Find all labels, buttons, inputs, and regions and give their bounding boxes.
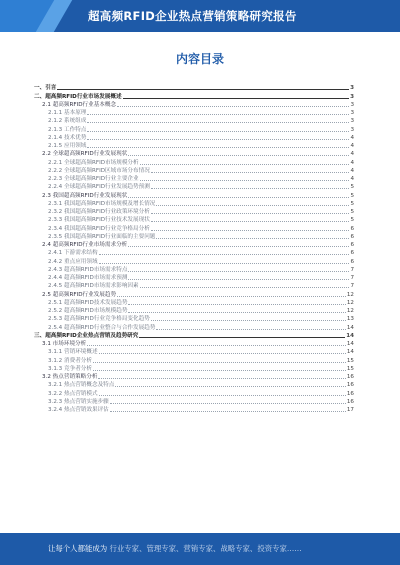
toc-entry[interactable] — [34, 249, 354, 257]
toc-entry-title: 2.3.2 我国超高频RFID行业政策环境分析 — [48, 209, 150, 215]
toc-entry-title: 一、引言 — [34, 85, 57, 92]
toc-entry-page: 13 — [346, 316, 354, 323]
toc-entry-title: 2.1 超高频RFID行业基本概念 — [42, 101, 117, 108]
toc-entry-leader — [151, 221, 350, 222]
toc-entry-leader — [128, 246, 349, 247]
toc-entry-title: 二、超高频RFID行业市场发展概述 — [34, 93, 122, 100]
table-of-contents — [34, 84, 354, 414]
toc-entry-leader — [151, 213, 350, 214]
toc-entry-page: 7 — [350, 275, 354, 281]
toc-entry[interactable] — [34, 241, 354, 249]
toc-entry-title: 3.1 市场环境分析 — [42, 341, 87, 347]
toc-entry[interactable] — [34, 307, 354, 315]
toc-entry-page: 7 — [350, 266, 354, 273]
toc-entry-title: 2.2 全球超高频RFID行业发展现状 — [42, 151, 128, 158]
toc-entry-page: 16 — [346, 390, 354, 397]
toc-entry[interactable] — [34, 117, 354, 125]
toc-entry-leader — [117, 296, 346, 297]
toc-entry-title: 2.3.5 我国超高频RFID行业面临的主要问题 — [48, 233, 156, 240]
toc-entry-leader — [139, 337, 345, 338]
toc-entry-page: 6 — [350, 258, 354, 265]
toc-entry-page: 15 — [346, 365, 354, 372]
toc-entry-title: 2.4.4 超高频RFID市场需求预测 — [48, 275, 128, 281]
toc-entry[interactable] — [34, 233, 354, 241]
toc-entry-title: 2.3.1 我国超高频RFID市场规模及增长情况 — [48, 200, 156, 207]
toc-entry-title: 2.4.1 下游需求结构 — [48, 250, 98, 257]
toc-entry-leader — [110, 403, 346, 404]
toc-entry[interactable] — [34, 158, 354, 166]
toc-entry-leader — [87, 139, 349, 140]
toc-entry[interactable] — [34, 290, 354, 298]
toc-entry[interactable] — [34, 299, 354, 307]
toc-entry-page: 14 — [346, 349, 354, 356]
toc-entry-page: 4 — [350, 151, 354, 158]
toc-entry-page: 3 — [350, 110, 354, 116]
toc-entry-leader — [128, 304, 345, 305]
toc-entry-leader — [87, 131, 349, 132]
toc-entry-page: 6 — [350, 242, 354, 248]
toc-entry-leader — [110, 411, 346, 412]
toc-entry-title: 2.4.5 超高频RFID市场需求影响因素 — [48, 283, 139, 290]
toc-entry-leader — [156, 329, 345, 330]
toc-entry-page: 17 — [346, 407, 354, 413]
toc-entry-page: 6 — [350, 233, 354, 240]
toc-entry-title: 2.2.1 全球超高频RFID市场规模分析 — [48, 159, 139, 166]
toc-entry-leader — [115, 386, 346, 387]
toc-entry-leader — [151, 172, 350, 173]
toc-entry-page: 3 — [350, 93, 354, 100]
toc-entry-page: 12 — [346, 291, 354, 298]
toc-entry[interactable] — [34, 406, 354, 414]
toc-entry-leader — [128, 279, 349, 280]
report-header — [0, 0, 400, 32]
toc-entry-title: 2.3 我国超高频RFID行业发展现状 — [42, 192, 128, 199]
toc-entry[interactable] — [34, 183, 354, 191]
toc-entry-title: 3.1.2 消费者分析 — [48, 357, 92, 364]
toc-entry-page: 14 — [346, 324, 354, 331]
toc-entry-page: 5 — [350, 184, 354, 191]
toc-entry[interactable] — [34, 323, 354, 331]
toc-entry-leader — [128, 271, 349, 272]
toc-entry[interactable] — [34, 340, 354, 348]
toc-entry-title: 2.1.4 技术优势 — [48, 134, 87, 141]
toc-entry-leader — [57, 89, 349, 90]
toc-entry[interactable] — [34, 175, 354, 183]
toc-entry[interactable] — [34, 257, 354, 265]
toc-entry[interactable] — [34, 200, 354, 208]
toc-entry-leader — [99, 353, 346, 354]
toc-entry[interactable] — [34, 84, 354, 92]
toc-entry-page: 5 — [350, 217, 354, 224]
toc-entry-title: 2.5.3 超高频RFID行业竞争格局变化趋势 — [48, 316, 150, 323]
toc-entry[interactable] — [34, 356, 354, 364]
toc-entry-title: 2.5.2 超高频RFID市场规模趋势 — [48, 308, 128, 314]
toc-entry[interactable] — [34, 92, 354, 100]
toc-entry[interactable] — [34, 150, 354, 158]
toc-entry-title: 2.2.2 全球超高频RFID区域市场分布情况 — [48, 167, 150, 174]
report-title: 超高频RFID企业热点营销策略研究报告 — [88, 9, 297, 23]
toc-entry[interactable] — [34, 216, 354, 224]
toc-entry-page: 3 — [350, 101, 354, 108]
toc-entry-title: 2.4 超高频RFID行业市场需求分析 — [42, 242, 128, 248]
toc-entry[interactable] — [34, 208, 354, 216]
toc-entry-page: 15 — [346, 357, 354, 364]
toc-entry-title: 2.1.1 基本原理 — [48, 110, 87, 116]
toc-entry-leader — [87, 122, 349, 123]
toc-entry-title: 2.2.3 全球超高频RFID行业主要企业 — [48, 176, 139, 182]
toc-entry-page: 6 — [350, 225, 354, 232]
toc-entry[interactable] — [34, 332, 354, 340]
toc-entry-page: 4 — [350, 134, 354, 141]
toc-entry-leader — [156, 205, 349, 206]
toc-entry-leader — [87, 345, 346, 346]
toc-entry-page: 5 — [350, 192, 354, 199]
toc-entry[interactable] — [34, 142, 354, 150]
toc-entry[interactable] — [34, 398, 354, 406]
footer-slogan-sub: 行业专家、管理专家、营销专家、战略专家、投资专家…… — [109, 544, 302, 553]
toc-entry-title: 2.4.3 超高频RFID市场需求特点 — [48, 266, 128, 273]
toc-entry[interactable] — [34, 315, 354, 323]
toc-entry-title: 3.2.4 热点营销效果评估 — [48, 407, 109, 413]
toc-entry[interactable] — [34, 389, 354, 397]
toc-entry[interactable] — [34, 365, 354, 373]
toc-heading: 内容目录 — [175, 52, 224, 66]
toc-entry-title: 3.2.3 热点营销实施步骤 — [48, 398, 109, 405]
toc-entry-leader — [140, 164, 350, 165]
toc-entry-page: 4 — [350, 176, 354, 182]
footer-slogan — [48, 543, 388, 554]
toc-entry-leader — [87, 114, 349, 115]
toc-entry-page: 4 — [350, 167, 354, 174]
toc-entry[interactable] — [34, 381, 354, 389]
toc-entry-leader — [98, 378, 345, 379]
report-footer — [0, 533, 400, 565]
toc-entry-leader — [151, 230, 350, 231]
toc-entry-page: 5 — [350, 200, 354, 207]
toc-entry-leader — [87, 147, 349, 148]
toc-entry-leader — [156, 238, 349, 239]
toc-entry-title: 2.3.3 我国超高频RFID行业技术发展现状 — [48, 217, 150, 224]
toc-entry-title: 2.5.4 超高频RFID行业整合与合作发展趋势 — [48, 324, 156, 331]
toc-entry-page: 4 — [350, 159, 354, 166]
toc-entry[interactable] — [34, 274, 354, 282]
toc-entry-title: 3.1.1 营销环境概述 — [48, 349, 98, 356]
toc-entry-title: 2.3.4 我国超高频RFID行业竞争格局分析 — [48, 225, 150, 232]
toc-entry-title: 2.1.5 应用领域 — [48, 143, 87, 149]
toc-entry-title: 2.1.3 工作特点 — [48, 126, 87, 133]
toc-entry-page: 14 — [346, 341, 354, 347]
toc-entry-leader — [93, 362, 346, 363]
toc-entry-page: 4 — [350, 143, 354, 149]
toc-entry[interactable] — [34, 134, 354, 142]
toc-entry[interactable] — [34, 373, 354, 381]
toc-entry[interactable] — [34, 101, 354, 109]
toc-entry[interactable] — [34, 224, 354, 232]
toc-entry-page: 14 — [346, 332, 354, 339]
toc-entry-leader — [151, 188, 350, 189]
toc-entry-page: 6 — [350, 250, 354, 257]
toc-entry-leader — [128, 155, 349, 156]
toc-entry-page: 16 — [346, 382, 354, 389]
toc-entry-page: 16 — [346, 398, 354, 405]
toc-entry[interactable] — [34, 191, 354, 199]
toc-entry[interactable] — [34, 109, 354, 117]
toc-entry-leader — [117, 106, 349, 107]
toc-entry-title: 3.2.2 热点营销模式 — [48, 390, 98, 397]
toc-entry[interactable] — [34, 125, 354, 133]
toc-entry-leader — [99, 395, 346, 396]
toc-entry-title: 2.1.2 系统组成 — [48, 118, 87, 125]
toc-entry[interactable] — [34, 266, 354, 274]
toc-entry-title: 3.2.1 热点营销概念及特点 — [48, 382, 115, 389]
toc-entry-title: 2.5.1 超高频RFID技术发展趋势 — [48, 299, 128, 306]
toc-entry-page: 3 — [350, 126, 354, 133]
toc-entry-title: 三、超高频RFID企业热点营销及趋势研究 — [34, 332, 139, 339]
toc-entry-title: 2.2.4 全球超高频RFID行业发展趋势预测 — [48, 184, 150, 191]
toc-entry-leader — [140, 287, 350, 288]
toc-entry-page: 16 — [346, 374, 354, 380]
toc-entry-page: 12 — [346, 308, 354, 314]
toc-entry[interactable] — [34, 282, 354, 290]
toc-entry-leader — [151, 320, 346, 321]
toc-entry[interactable] — [34, 348, 354, 356]
toc-entry-title: 2.4.2 重点应用领域 — [48, 258, 98, 265]
toc-entry-leader — [99, 263, 350, 264]
toc-entry-title: 3.1.3 竞争者分析 — [48, 365, 92, 372]
toc-entry-leader — [128, 197, 349, 198]
footer-slogan-main: 让每个人都能成为 — [48, 544, 108, 553]
toc-entry-leader — [93, 370, 346, 371]
toc-entry-leader — [123, 98, 350, 99]
toc-entry-page: 5 — [350, 209, 354, 215]
toc-entry-page: 7 — [350, 283, 354, 290]
toc-entry-title: 3.2 热点营销策略分析 — [42, 374, 98, 380]
toc-entry-page: 3 — [350, 85, 354, 92]
toc-entry-leader — [128, 312, 345, 313]
toc-entry-page: 3 — [350, 118, 354, 125]
toc-entry-leader — [99, 254, 350, 255]
toc-entry[interactable] — [34, 167, 354, 175]
toc-entry-page: 12 — [346, 299, 354, 306]
toc-entry-leader — [140, 180, 350, 181]
toc-entry-title: 2.5 超高频RFID行业发展趋势 — [42, 291, 117, 298]
